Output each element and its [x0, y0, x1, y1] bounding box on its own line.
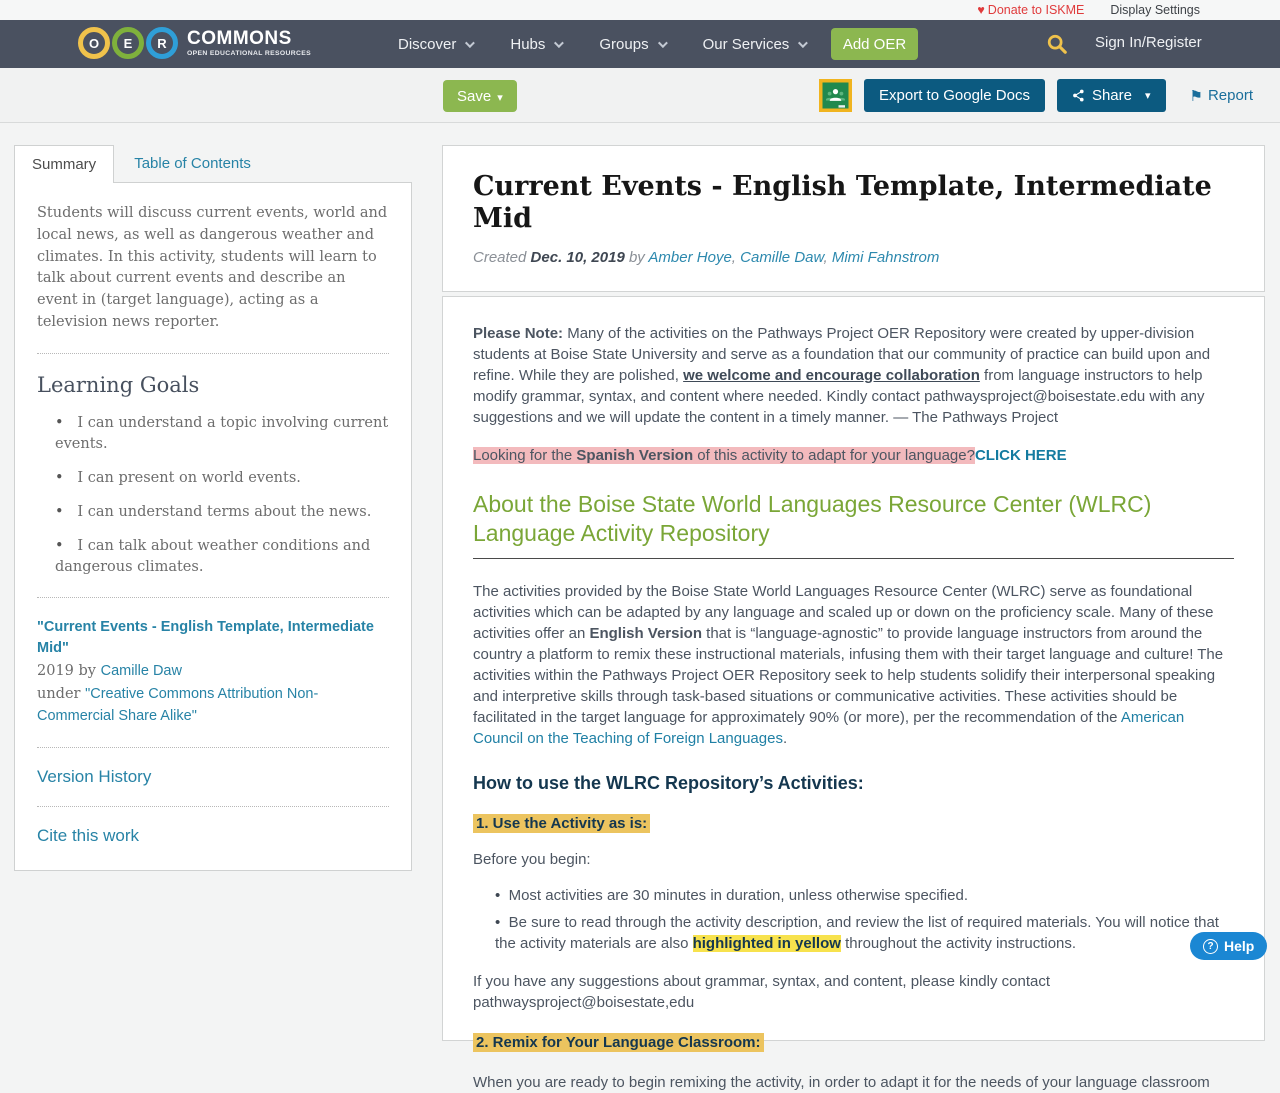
bullet-text: throughout the activity instructions. — [840, 934, 1077, 952]
nav-item-label: Groups — [599, 35, 649, 53]
display-settings-link[interactable]: Display Settings — [1110, 3, 1200, 17]
citation-author-link[interactable]: Camille Daw — [100, 663, 182, 680]
chevron-down-icon — [798, 38, 808, 48]
please-note-paragraph — [473, 323, 1234, 428]
about-text: The activities provided by the Boise State World Languages Resource Center (WLRC) serve as foundational activities which can be adapted by any language and scaled up or down on the proficiency scale. Many of these activities offer an — [473, 582, 1214, 642]
article-header-card — [442, 145, 1265, 292]
about-text: . — [782, 729, 788, 747]
spanish-text: Looking for the — [473, 447, 577, 464]
search-icon[interactable] — [1046, 33, 1068, 60]
help-label: Help — [1224, 938, 1255, 954]
list-item — [495, 912, 1234, 954]
citation-title-link[interactable]: "Current Events - English Template, Intermediate Mid" — [37, 618, 374, 657]
google-classroom-button[interactable] — [819, 79, 852, 112]
created-line — [473, 249, 1234, 266]
step1-heading: 1. Use the Activity as is: — [473, 814, 650, 833]
divider — [37, 806, 389, 807]
note-text: Many of the activities on the Pathways Project OER Repository were created by upper-division students at Boise State University and serve as a foundation that our community of practice can build upon and refine. While they are polished, — [473, 325, 1211, 384]
created-label: Created — [473, 248, 531, 266]
citation-under: under — [37, 685, 86, 702]
separator: , — [731, 248, 741, 266]
spanish-highlight — [473, 447, 975, 464]
how-to-heading: How to use the WLRC Repository’s Activities: — [473, 772, 864, 793]
heart-icon: ♥ — [977, 3, 985, 17]
nav-item-our-services[interactable] — [703, 36, 806, 53]
tab-summary[interactable]: Summary — [14, 145, 114, 183]
chevron-down-icon — [465, 38, 475, 48]
list-item: • I can understand a topic involving current events. — [55, 413, 389, 455]
question-icon: ? — [1203, 939, 1218, 954]
divider — [37, 747, 389, 748]
logo-ring-e: E — [112, 27, 144, 59]
version-history-link[interactable]: Version History — [37, 766, 152, 786]
list-item: • I can present on world events. — [55, 468, 389, 489]
logo-text — [187, 29, 311, 57]
citation-year-by: 2019 by — [37, 663, 101, 680]
actfl-link[interactable]: American Council on the Teaching of Foreign Languages — [473, 708, 1185, 747]
highlighted-in-yellow: highlighted in yellow — [692, 934, 841, 952]
citation-license-line — [37, 683, 389, 728]
step2-heading: 2. Remix for Your Language Classroom: — [473, 1033, 764, 1052]
save-button[interactable] — [443, 80, 517, 112]
nav-item-label: Hubs — [510, 35, 546, 53]
google-classroom-icon — [819, 79, 852, 112]
spanish-text: of this activity to adapt for your language? — [693, 447, 975, 464]
bullet-text: Be sure to read through the activity description, and review the list of required materials. You will notice that the activity materials are also — [495, 913, 1219, 952]
author-link[interactable]: Amber Hoye — [648, 248, 732, 266]
english-version-bold: English Version — [589, 624, 702, 642]
caret-down-icon: ▾ — [497, 91, 503, 104]
flag-icon: ⚑ — [1189, 87, 1203, 105]
add-oer-button[interactable]: Add OER — [831, 28, 918, 60]
step1-heading-wrap — [473, 814, 1234, 849]
nav-item-groups[interactable] — [599, 36, 664, 53]
divider — [37, 353, 389, 354]
about-text: that is “language-agnostic” to provide language instructors from around the country a platform to remix these instructional materials, infusing them with their target language and culture! The activities within the Pathways Project OER Repository seek to help students solidify their interpersonal speaking and interpretive skills through task-based situations or communicative activities. These activities should be facilitated in the target language for approximately 90% (or more), per the recommendation of the — [473, 624, 1224, 726]
oer-commons-logo[interactable] — [78, 27, 311, 59]
nav-item-hubs[interactable] — [510, 36, 561, 53]
learning-goals-heading: Learning Goals — [37, 372, 200, 397]
nav-links — [398, 20, 805, 68]
donate-label: Donate to ISKME — [987, 3, 1085, 17]
list-item: • I can talk about weather conditions and dangerous climates. — [55, 536, 389, 578]
tab-table-of-contents[interactable]: Table of Contents — [134, 155, 251, 172]
before-begin-text: Before you begin: — [473, 850, 591, 868]
toolbar-right-group — [819, 79, 1253, 112]
summary-text: Students will discuss current events, world and local news, as well as dangerous weather and climates. In this activity, students will learn to talk about current events and describe an event in (target language), acting as a television news reporter. — [37, 205, 388, 330]
action-toolbar — [0, 68, 1280, 123]
suggestions-paragraph: If you have any suggestions about grammar, syntax, and content, please kindly contact pathwaysproject@boisestate,edu — [473, 972, 1051, 1011]
activity-notes-list — [473, 885, 1234, 954]
utility-bar — [0, 0, 1280, 20]
page-title: Current Events - English Template, Intermediate Mid — [473, 171, 1212, 235]
article-body-card — [442, 296, 1265, 1091]
caret-down-icon: ▾ — [1144, 90, 1151, 102]
divider — [37, 597, 389, 598]
logo-subtitle: OPEN EDUCATIONAL RESOURCES — [187, 50, 312, 57]
sidebar-tabs — [14, 145, 412, 183]
citation-year-line — [37, 660, 389, 682]
export-label: Export to Google Docs — [879, 87, 1030, 104]
citation-block — [37, 617, 389, 728]
cite-this-work-link[interactable]: Cite this work — [37, 825, 140, 845]
main-nav — [0, 20, 1280, 68]
list-item: • I can understand terms about the news. — [55, 502, 389, 523]
learning-goals-list — [37, 413, 389, 578]
by-label: by — [624, 248, 649, 266]
share-icon — [1072, 89, 1085, 102]
note-text: from language instructors to help modify grammar, syntax, and content where needed. Kindly contact pathwaysproject@boisestate.edu with any suggestions and we will update the content in a timely manner. — The Pathways Project — [473, 367, 1205, 426]
chevron-down-icon — [658, 38, 668, 48]
report-label: Report — [1207, 87, 1253, 104]
sidebar — [14, 145, 412, 871]
about-paragraph — [473, 581, 1234, 749]
help-button[interactable] — [1190, 932, 1267, 960]
chevron-down-icon — [554, 38, 564, 48]
step2-heading-wrap — [473, 1033, 1234, 1068]
sidebar-card — [14, 182, 412, 871]
logo-title: COMMONS — [187, 28, 292, 49]
list-item: • Most activities are 30 minutes in duration, unless otherwise specified. — [495, 885, 1234, 906]
nav-item-discover[interactable] — [398, 36, 472, 53]
spanish-version-line — [473, 445, 1234, 466]
about-wlrc-heading: About the Boise State World Languages Resource Center (WLRC) Language Activity Repository — [473, 490, 1234, 559]
created-date: Dec. 10, 2019 — [530, 248, 625, 266]
spanish-bold: Spanish Version — [576, 447, 694, 464]
logo-ring-r: R — [146, 27, 178, 59]
please-note-label: Please Note: — [473, 325, 564, 342]
click-here-link[interactable]: CLICK HERE — [974, 447, 1067, 464]
author-link[interactable]: Camille Daw — [740, 248, 824, 266]
report-link[interactable] — [1190, 87, 1253, 105]
author-link[interactable]: Mimi Fahnstrom — [831, 248, 940, 266]
share-label: Share — [1091, 87, 1132, 104]
collaboration-link[interactable]: we welcome and encourage collaboration — [683, 367, 980, 384]
logo-ring-o: O — [78, 27, 110, 59]
remix-paragraph: When you are ready to begin remixing the activity, in order to adapt it for the needs of your language classroom — [473, 1073, 1210, 1091]
save-label: Save — [457, 87, 492, 105]
share-button[interactable] — [1057, 79, 1166, 112]
nav-item-label: Our Services — [702, 35, 790, 53]
separator: , — [823, 248, 832, 266]
donate-link[interactable] — [977, 3, 1084, 17]
citation-license-link[interactable]: "Creative Commons Attribution Non-Commercial Share Alike" — [37, 685, 319, 725]
export-google-docs-button[interactable] — [864, 79, 1045, 112]
nav-item-label: Discover — [398, 35, 457, 53]
sign-in-register-link[interactable]: Sign In/Register — [1095, 34, 1202, 51]
